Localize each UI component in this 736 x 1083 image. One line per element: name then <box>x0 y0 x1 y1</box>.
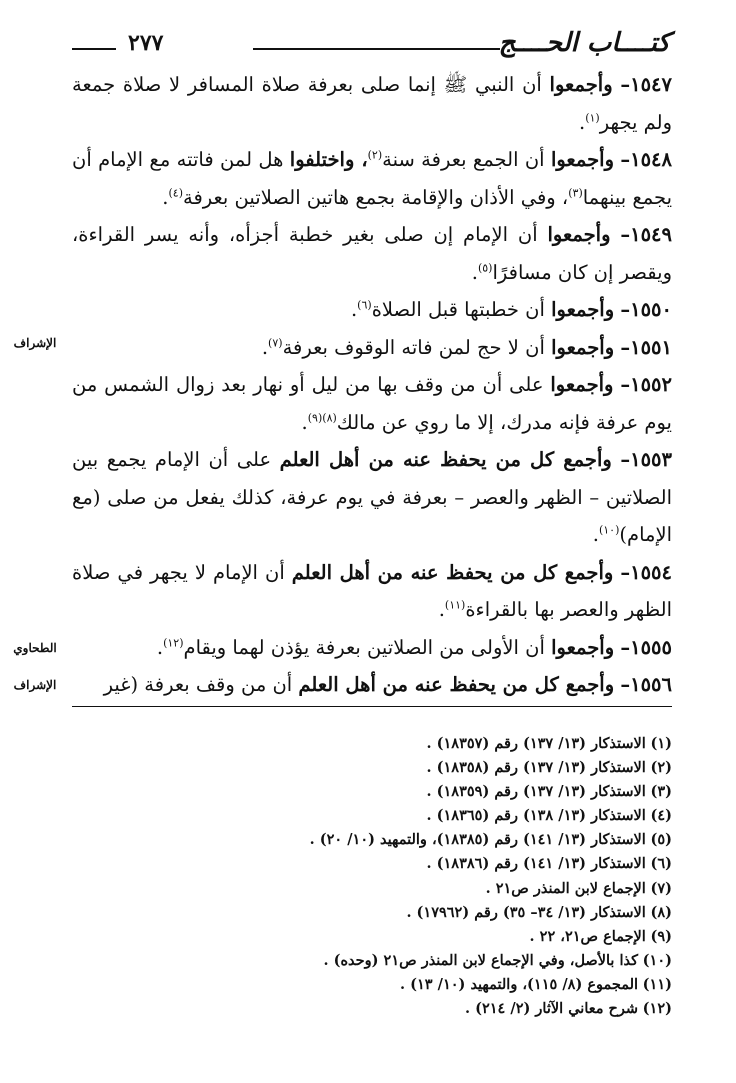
entry-number: ١٥٥٢– <box>620 373 672 396</box>
entry-number: ١٥٥٣– <box>620 448 672 471</box>
footnote-ref: (٢) <box>367 148 383 162</box>
footnote-text: المجموع (٨/ ١١٥)، والتمهيد (١٠/ ١٣) . <box>400 975 639 993</box>
entry-lead: وأجمع كل من يحفظ عنه من أهل العلم <box>279 448 612 471</box>
entry-lead: وأجمعوا <box>547 223 611 246</box>
footnote-number: (١٢) <box>642 1000 672 1018</box>
entry-1550 <box>72 291 672 329</box>
footnotes <box>230 732 672 1021</box>
footnote-text: الاستذكار (١٣/ ١٤١) رقم (١٨٣٨٦) . <box>426 855 646 873</box>
entry-text: أن الأولى من الصلاتين بعرفة يؤذن لهما ويقام <box>183 635 552 659</box>
footnote <box>230 949 672 973</box>
entry-text: أن الإمام إن صلى بغير خطبة أجزأه، وأنه يسر القراءة، ويقصر إن كان مسافرًا <box>72 223 672 284</box>
entry-lead: وأجمعوا <box>550 373 614 396</box>
entry-1554 <box>72 554 672 629</box>
entry-tail: . <box>592 523 599 546</box>
page-header <box>70 28 670 64</box>
footnote <box>230 852 672 876</box>
entry-tail: . <box>162 185 169 209</box>
footnote-text: الإجماع ص٢١، ٢٢ . <box>529 927 646 945</box>
footnote-text: الاستذكار (١٣/ ١٣٧) رقم (١٨٣٥٧) . <box>426 735 646 752</box>
entry-text: هل لمن فاتته مع الإمام أن يجمع بينهما <box>72 148 672 209</box>
entry-text: ، وفي الأذان والإقامة بجمع هاتين الصلاتين بعرفة <box>182 185 569 209</box>
entry-number: ١٥٥١– <box>620 335 672 359</box>
footnote-text: الاستذكار (١٣/ ١٤١) رقم (١٨٣٨٥)، والتمهيد (١٠/ ٢٠) . <box>309 831 646 849</box>
footnote-number: (٢) <box>650 759 672 777</box>
footnote-text: الاستذكار (١٣/ ٣٤– ٣٥) رقم (١٧٩٦٢) . <box>406 903 646 921</box>
header-rule-short <box>72 48 116 50</box>
entry-tail: . <box>301 410 308 434</box>
footnote-number: (٧) <box>650 879 672 897</box>
page-number: ٢٧٧ <box>128 30 164 56</box>
entry-number: ١٥٤٧– <box>620 73 672 96</box>
footnote <box>230 997 672 1021</box>
entry-lead: وأجمع كل من يحفظ عنه من أهل العلم <box>291 560 614 584</box>
footnote-ref: (٧) <box>268 336 283 349</box>
footnote-number: (١١) <box>642 975 672 993</box>
entry-1547 <box>72 66 672 141</box>
footnote <box>230 877 672 901</box>
entry-lead: وأجمعوا <box>551 335 615 359</box>
footnote <box>230 780 672 804</box>
entry-tail: . <box>156 635 164 659</box>
footnote-number: (٩) <box>650 927 672 945</box>
margin-note: الإشراف <box>13 678 57 692</box>
footnote-ref: (١٢) <box>163 636 184 649</box>
footnote-text: الإجماع لابن المنذر ص٢١ . <box>485 879 646 897</box>
footnote-ref: (١٠) <box>598 523 620 537</box>
entry-number: ١٥٥٠– <box>620 298 672 321</box>
entry-lead: وأجمعوا <box>551 635 615 659</box>
footnote-number: (١) <box>650 735 672 752</box>
footnote <box>230 901 672 925</box>
book-title: كتــــاب الحــــج <box>498 28 670 58</box>
entry-tail: . <box>350 298 358 321</box>
entry-text: أن لا حج لمن فاته الوقوف بعرفة <box>282 335 552 359</box>
footnote <box>230 973 672 997</box>
margin-note: الإشراف <box>13 336 57 350</box>
footnote-number: (٦) <box>650 855 672 873</box>
footnote-number: (٤) <box>650 807 672 825</box>
entry-1556 <box>72 666 672 707</box>
footnote-ref: (٤) <box>168 186 183 199</box>
footnote-text: الاستذكار (١٣/ ١٣٧) رقم (١٨٣٥٩) . <box>426 783 646 801</box>
main-text <box>72 66 672 707</box>
entry-1555 <box>72 629 672 667</box>
footnote-ref: (٨)(٩) <box>307 411 337 424</box>
entry-lead: وأجمعوا <box>550 148 614 171</box>
entry-number: ١٥٤٩– <box>620 223 673 246</box>
footnote <box>230 828 672 852</box>
entry-text: أن النبي ﷺ إنما صلى بعرفة صلاة المسافر لا صلاة جمعة ولم يجهر <box>72 73 672 134</box>
entry-lead: ، واختلفوا <box>289 148 368 171</box>
margin-note: الطحاوي <box>13 641 57 655</box>
entry-number: ١٥٥٦– <box>620 673 672 696</box>
entry-1549 <box>72 216 672 291</box>
entry-text: أن خطبتها قبل الصلاة <box>371 298 552 321</box>
footnote-number: (٥) <box>650 831 672 849</box>
entry-text: على أن الإمام يجمع بين الصلاتين – الظهر والعصر – بعرفة في يوم عرفة، كذلك يفعل من صلى (مع الإمام) <box>72 448 672 546</box>
footnote-text: الاستذكار (١٣/ ١٣٧) رقم (١٨٣٥٨) . <box>426 759 646 777</box>
entry-tail: . <box>578 110 586 134</box>
entry-tail: . <box>261 335 269 359</box>
entry-lead: وأجمع كل من يحفظ عنه من أهل العلم <box>298 673 615 696</box>
footnote-text: شرح معاني الآثار (٢/ ٢١٤) . <box>464 1000 639 1018</box>
entry-lead: وأجمعوا <box>551 298 615 321</box>
entry-text: على أن من وقف بها من ليل أو نهار بعد زوال الشمس من يوم عرفة فإنه مدرك، إلا ما روي عن مالك <box>72 373 672 434</box>
entry-number: ١٥٥٥– <box>620 635 672 659</box>
entry-number: ١٥٥٤– <box>620 560 672 584</box>
footnote-text: الاستذكار (١٣/ ١٣٨) رقم (١٨٣٦٥) . <box>426 807 646 825</box>
footnote <box>230 925 672 949</box>
footnote-number: (١٠) <box>642 951 672 969</box>
entry-1548 <box>72 141 672 216</box>
footnote-number: (٣) <box>650 783 672 801</box>
footnote-ref: (١١) <box>444 598 466 612</box>
footnote-ref: (٣) <box>568 186 583 199</box>
header-rule <box>253 48 500 50</box>
entry-lead: وأجمعوا <box>549 73 613 96</box>
entry-1552 <box>72 366 672 441</box>
footnote <box>230 732 672 756</box>
footnote-number: (٨) <box>650 903 672 921</box>
entry-1553 <box>72 441 672 554</box>
entry-text: أن الجمع بعرفة سنة <box>382 148 551 171</box>
entry-number: ١٥٤٨– <box>620 148 673 171</box>
footnote-ref: (٥) <box>477 261 493 274</box>
entry-tail: . <box>438 598 445 621</box>
entry-tail: . <box>471 260 478 284</box>
footnote-text: كذا بالأصل، وفي الإجماع لابن المنذر ص٢١ (وحده) . <box>323 951 639 969</box>
footnote <box>230 804 672 828</box>
entry-1551 <box>72 329 672 367</box>
entry-text: أن الإمام لا يجهر في صلاة الظهر والعصر بها بالقراءة <box>72 560 672 621</box>
footnote <box>230 756 672 780</box>
footnote-ref: (٦) <box>357 298 372 312</box>
footnote-ref: (١) <box>585 111 600 124</box>
entry-text: أن من وقف بعرفة (غير <box>103 673 299 696</box>
